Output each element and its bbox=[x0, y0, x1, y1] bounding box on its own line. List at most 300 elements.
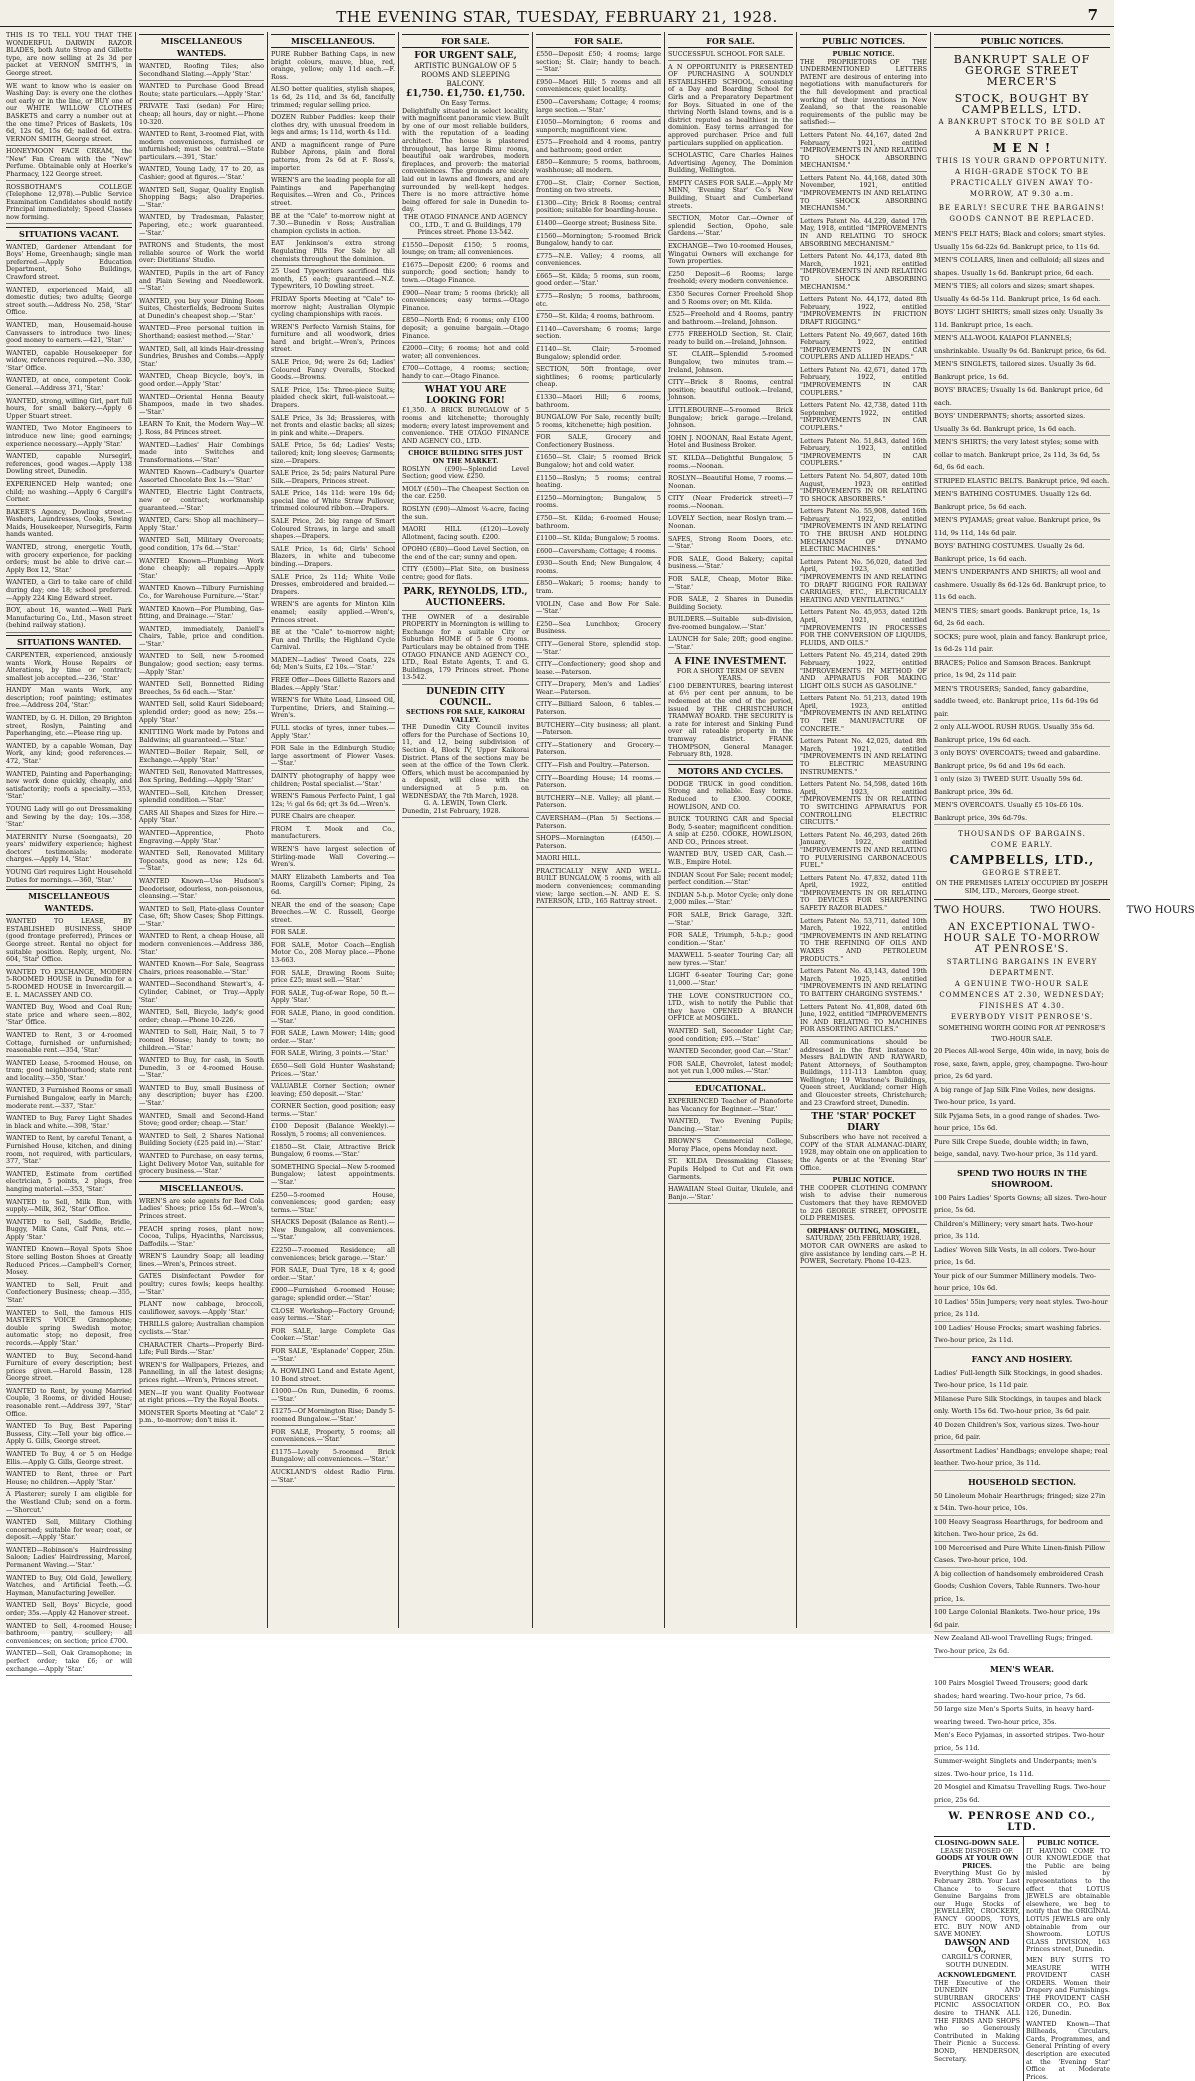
classified-ad: WANTED—Free personal tuition in Shorthand; easiest method.—'Star.' bbox=[139, 325, 264, 343]
classified-ad: £1675—Deposit £200; 6 rooms and sunporch; good section; handy to town.—Otago Finance. bbox=[402, 262, 529, 287]
misc-wanteds-list bbox=[6, 918, 132, 1675]
classified-ad: WANTED—Apprentice, Photo Engraving.—Apply 'Star.' bbox=[139, 830, 264, 848]
classified-ad: WANTED Sell, solid Kauri Sideboard; splendid order; good as new; 25s.—Apply 'Star.' bbox=[139, 701, 264, 726]
classified-ad: A N OPPORTUNITY is PRESENTED OF PURCHASING A SOUNDLY ESTABLISHED SCHOOL, consisting of a Day and Boarding School for Girls and a Preparatory Department for Boys. Situated in one of the thriving North Island towns, and is a district reputed as healthiest in the dominion. Easy terms arranged for approved purchaser. Price and full particulars supplied on application. bbox=[668, 64, 793, 150]
sale-item: 20 Mosgiel and Kimatsu Travelling Rugs. Two-hour price, 25s 6d. bbox=[934, 1781, 1110, 1807]
bargain-item: MEN'S ALL-WOOL KAIAPOI FLANNELS; unshrinkable. Usually 9s 6d. Bankrupt price, 6s 6d. bbox=[934, 332, 1110, 358]
classified-ad: £950—Maori Hill; 5 rooms and all conveniences; quiet locality. bbox=[536, 79, 661, 97]
classified-ad: WANTED to Sell, Fruit and Confectionery Business; cheap.—355, 'Star.' bbox=[6, 1282, 132, 1307]
classified-ad: CITY (Near Frederick street)—7 rooms.—Noonan. bbox=[668, 495, 793, 513]
ad-subheading: LEASE DISPOSED OF. bbox=[940, 1846, 1014, 1855]
bargain-item: BOYS' BRACES; Usually 1s 6d. Bankrupt price, 6d each. bbox=[934, 384, 1110, 410]
bargain-item: BOYS' BATHING COSTUMES. Usually 2s 6d. Bankrupt price, 1s 6d each. bbox=[934, 540, 1110, 566]
sale-item: 10 Ladies' 55in Jumpers; very neat styles. Two-hour price, 2s 11d. bbox=[934, 1296, 1110, 1322]
classified-ad: FOR SALE, Property, 5 rooms; all conveniences.—'Star.' bbox=[271, 1429, 395, 1447]
classified-ad: EXPERIENCED Help wanted; one child; no washing.—Apply 6 Cargill's Corner. bbox=[6, 481, 132, 506]
classified-ad: £1100—St. Kilda; Bungalow; 5 rooms. bbox=[536, 535, 661, 545]
classified-ad: YOUNG Lady will go out Dressmaking and Sewing by the day; 10s.—358, 'Star.' bbox=[6, 806, 132, 831]
patent-item: Letters Patent No. 55,908, dated 16th February, 1922, entitled "IMPROVEMENTS IN AND RELATING TO THE BRUSH AND HOLDING MECHANISM OF DYNAMO ELECTRIC MACHINES." bbox=[800, 508, 927, 556]
classified-ad: £700—Cottage, 4 rooms; section; handy to car.—Otago Finance. bbox=[402, 365, 529, 383]
masthead bbox=[0, 6, 1114, 28]
sale-item: 100 Pairs Ladies' Sports Gowns; all sizes. Two-hour price, 5s 6d. bbox=[934, 1192, 1110, 1218]
section-header: EDUCATIONAL. bbox=[668, 1081, 793, 1095]
classified-ad: BE at the "Cale" to-morrow night; Fun and Thrills; the Highland Cycle Carnival. bbox=[271, 629, 395, 654]
classified-ad: DOZEN Rubber Paddles: keep their clothes dry, with unusual freedom in legs and arms; 1s 11d, worth 4s 11d. bbox=[271, 114, 395, 139]
bargain-item: MEN'S BATHING COSTUMES. Usually 12s 6d. Bankrupt price, 5s 6d each. bbox=[934, 488, 1110, 514]
bargain-item: MEN'S PYJAMAS; great value. Bankrupt price, 9s 11d, 9s 11d, 14s 6d pair. bbox=[934, 514, 1110, 540]
classified-ad: HAWAIIAN Steel Guitar, Ukulele, and Banjo.—'Star.' bbox=[668, 1186, 793, 1204]
be-early-line: BE EARLY! SECURE THE BARGAINS! bbox=[938, 204, 1106, 212]
notice-heading: DUNEDIN CITY COUNCIL. bbox=[426, 686, 505, 708]
classified-ad: WANTED to Rent, three or Part House; no children.—Apply 'Star.' bbox=[6, 1471, 132, 1489]
ad-body: Delightfully situated in select locality, with magnificent panoramic view. Built by one of our most reliable builders, with the reputation of a leading architect. The house is plastered throughout, has large Rimu rooms, beautiful oak wardrobes, modern fireplaces, and proverb: the material conveniences. The grounds are nicely laid out in lawns and flowers, and are surrounded by well-kept hedges. There is no more attractive home being offered for sale in Dunedin to-day. bbox=[402, 106, 529, 214]
patent-item: Letters Patent No. 44,168, dated 30th November, 1921, entitled "IMPROVEMENTS IN AND RELATING TO SHOCK ABSORBING MECHANISM." bbox=[800, 175, 927, 216]
classified-ad: BE at the "Cale" to-morrow night at 7.30.—Bunedin v Ross; Australian champion cyclists in action. bbox=[271, 213, 395, 238]
classified-ad: FROM T. Mook and Co., manufacturers. bbox=[271, 826, 395, 844]
section-header: MISCELLANEOUS WANTEDS. bbox=[6, 889, 132, 915]
patents-intro: THE PROPRIETORS OF THE UNDERMENTIONED LETTERS PATENT are desirous of entering into negotiations with manufacturers for the full development and practical working of their inventions in New Zealand, so that the reasonable requirements of the public may be satisfied:— bbox=[800, 59, 927, 130]
classified-ad: £700—St. Clair; Corner Section, fronting on two streets. bbox=[536, 180, 661, 198]
section-header: FOR SALE. bbox=[402, 34, 529, 48]
classified-ad: £775—N.E. Valley; 4 rooms, all conveniences. bbox=[536, 253, 661, 271]
situations-vacant-list bbox=[6, 244, 132, 633]
sale-item: 100 Mercerised and Pure White Linen-finish Pillow Cases. Two-hour price, 10d. bbox=[934, 1542, 1110, 1568]
fancy-heading: FANCY AND HOSIERY. bbox=[971, 1353, 1073, 1364]
bargain-item: BOYS' LIGHT SHIRTS; small sizes only. Usually 3s 11d. Bankrupt price, 1s each. bbox=[934, 306, 1110, 332]
classified-ad: WANTED Known—For Sale, Seagrass Chairs, prices reasonable.—'Star.' bbox=[139, 961, 264, 979]
classified-ad: ST. KILDA—Delightful Bungalow, 5 rooms.—Noonan. bbox=[668, 455, 793, 473]
sale-item: 40 Dozen Children's Sox, various sizes. Two-hour price, 6d pair. bbox=[934, 1419, 1110, 1445]
classified-ad: MAXWELL 5-seater Touring Car; all new tyres.—'Star.' bbox=[668, 952, 793, 970]
classified-ad: £900—Furnished 6-roomed House; garage; splendid order.—'Star.' bbox=[271, 1287, 395, 1305]
classified-ad: LITTLEBOURNE—5-roomed Brick Bungalow; brick garage.—Ireland, Johnson. bbox=[668, 407, 793, 432]
classified-ad: FOR SALE, Dual Tyre, 18 x 4; good order.—'Star.' bbox=[271, 1267, 395, 1285]
sale-item: Summer-weight Singlets and Underpants; men's sizes. Two-hour price, 1s 11d. bbox=[934, 1755, 1110, 1781]
sale-item: 100 Large Colonial Blankets. Two-hour price, 19s 6d pair. bbox=[934, 1606, 1110, 1632]
notice-heading: PUBLIC NOTICE. bbox=[832, 1176, 895, 1185]
sale-item: Milanese Pure Silk Stockings, in taupes and black only. Worth 15s 6d. Two-hour price, 3s 6d pair. bbox=[934, 1393, 1110, 1419]
classified-ad: FRIDAY Sports Meeting at "Cale" to-morrow night; Australian Olympic cycling championships with races. bbox=[271, 296, 395, 321]
patent-item: Letters Patent No. 56,020, dated 3rd April, 1923, entitled "IMPROVEMENTS IN AND RELATING TO DRAFT RIGGING FOR RAILWAY CARRIAGES, ETC., ELECTRICALLY HEATING AND VENTILATING." bbox=[800, 559, 927, 607]
classified-ad: CITY—Billiard Saloon, 6 tables.—Paterson. bbox=[536, 701, 661, 719]
column-divider bbox=[267, 32, 268, 1628]
motors-list bbox=[668, 781, 793, 1079]
classified-ad: £775—Roslyn; 5 rooms, bathroom, etc. bbox=[536, 293, 661, 311]
classified-ad: WANTED to Sell, Saddle, Bridle, Buggy, Milk Cans, Calf Pens, etc.—Apply 'Star.' bbox=[6, 1219, 132, 1244]
section-header: MISCELLANEOUS. bbox=[139, 1181, 264, 1195]
classified-ad: £1140—Caversham; 6 rooms; large section. bbox=[536, 326, 661, 344]
classified-ad: SALE Price, 2d: big range of Smart Coloured Straws, in large and small shapes.—Drapers. bbox=[271, 518, 395, 543]
patents-outro: All communications should be addressed in the first instance to Messrs BALDWIN AND RAYWARD, Patent Attorneys, of Southampton Buildings, 111-113 Lambton quay, Wellington; 19 Winstone's Buildings, Queen street, Auckland; corner High and Gloucester streets, Christchurch; and 23 Crawford street, Dunedin. bbox=[800, 1039, 927, 1110]
classified-ad: £1400—George street; Business Site. bbox=[536, 220, 661, 230]
classified-ad: A. HOWLING Land and Estate Agent, 10 Bond street. bbox=[271, 1368, 395, 1386]
classified-ad: WANTED to Rent, by young Married Couple, 3 Rooms, or divided House; reasonable rent.—Address 397, 'Star' Office. bbox=[6, 1388, 132, 1421]
classified-ad: WREN'S for Wallpapers, Friezes, and Pannelling, in all the latest designs; prices right.—Wren's, Princes street. bbox=[139, 1362, 264, 1387]
men-heading: M E N ! bbox=[992, 141, 1052, 155]
classified-ad: WANTED to Purchase, on easy terms, Light Delivery Motor Van, suitable for grocery business.—'Star.' bbox=[139, 1153, 264, 1178]
notice-body: THE COOPER CLOTHING COMPANY wish to advise their numerous Customers that they have REMOVED to 226 GEORGE STREET, OPPOSITE OLD PREMISES. bbox=[800, 1183, 927, 1223]
classified-ad: BROWN'S Commercial College, Moray Place, opens Monday next. bbox=[668, 1138, 793, 1156]
classified-ad: WANTED to Sell, 4-roomed House; bathroom, pantry, scullery; all conveniences; on section; price £700. bbox=[6, 1623, 132, 1648]
sale-item: 100 Pairs Mosgiel Tweed Trousers; good dark shades; hard wearing. Two-hour price, 7s 6d. bbox=[934, 1677, 1110, 1703]
classified-ad: SOMETHING Special—New 5-roomed Bungalow; latest appointments.—'Star.' bbox=[271, 1164, 395, 1189]
sale-item: 100 Heavy Seagrass Hearthrugs, for bedroom and kitchen. Two-hour price, 2s 6d. bbox=[934, 1516, 1110, 1542]
classified-ad: SCHOLASTIC, Care Charles Haines Advertising Agency, The Dominion Building, Wellington. bbox=[668, 152, 793, 177]
classified-ad: WANTED Sell, Bonnetted Riding Breeches, 5s 6d each.—'Star.' bbox=[139, 681, 264, 699]
bargain-item: MEN'S TIES; smart goods. Bankrupt price, 1s, 1s 6d, 2s 6d each. bbox=[934, 605, 1110, 631]
classified-ad: WREN'S Laundry Soap; all leading lines.—Wren's, Princes street. bbox=[139, 1253, 264, 1271]
classified-ad: THE LOVE CONSTRUCTION CO., LTD., wish to notify the Public that they have OPENED A BRANCH OFFICE at MOSGIEL. bbox=[668, 993, 793, 1026]
classified-ad: ALSO better qualities, stylish shapes, 1s 6d, 2s 11d, and 3s 6d, fancifully trimmed; regular selling price. bbox=[271, 86, 395, 111]
classified-ad: AND a magnificent range of Pure Rubber Aprons, plain and floral patterns, from 2s 6d at F. Ross's, importer. bbox=[271, 142, 395, 175]
classified-ad: WANTED TO LEASE, BY ESTABLISHED BUSINESS, SHOP (good frontage preferred), Princes or George street. Rental no object for suitable position. Reply, urgent, No. 604, 'Star' Office. bbox=[6, 918, 132, 966]
classified-ad: WANTED Known—Royal Spots Shoe Store selling Boston Shoes at Greatly Reduced Prices.—Campbell's Corner, Mosey. bbox=[6, 1246, 132, 1279]
column-divider bbox=[398, 32, 399, 1628]
miscellaneous-list bbox=[271, 51, 395, 939]
sale-item: Men's Eeco Pyjamas, in assorted stripes. Two-hour price, 5s 11d. bbox=[934, 1729, 1110, 1755]
classified-ad: £1000—On Run, Dunedin, 6 rooms.—'Star.' bbox=[271, 1388, 395, 1406]
mens-wear-items bbox=[934, 1677, 1110, 1807]
sale-item: Silk Pyjama Sets, in a good range of shades. Two-hour price, 15s 6d. bbox=[934, 1110, 1110, 1136]
classified-ad: FOR SALE, Good Bakery; capital business.—'Star.' bbox=[668, 556, 793, 574]
classified-ad: £1330—Maori Hill; 6 rooms, bathroom. bbox=[536, 394, 661, 412]
classified-ad: WANTED Sell, Renovated Military Topcoats, good as new; 12s 6d.—'Star.' bbox=[139, 850, 264, 875]
classified-ad: WREN'S are sole agents for Red Cola Ladies' Shoes; price 15s 6d.—Wren's, Princes street. bbox=[139, 1198, 264, 1223]
classified-ad: £1050—Mornington; 6 rooms and sunporch; magnificent view. bbox=[536, 119, 661, 137]
ad-subheading: FOR A SHORT TERM OF SEVEN YEARS. bbox=[676, 666, 785, 683]
patent-item: Letters Patent No. 54,598, dated 16th April, 1923, entitled "IMPROVEMENTS IN OR RELATING TO SWITCHING APPARATUS FOR CONTROLLING ELECTRIC CIRCUITS." bbox=[800, 781, 927, 829]
classified-ad: £250—5-roomed House, conveniences; good garden; easy terms.—'Star.' bbox=[271, 1192, 395, 1217]
classified-ad: £1650—St. Clair; 5 roomed Brick Bungalow; hot and cold water. bbox=[536, 454, 661, 472]
classified-ad: £930—South End; New Bungalow, 4 rooms. bbox=[536, 560, 661, 578]
classified-ad: WANTED to Buy, Farey Light Shades in black and white.—398, 'Star.' bbox=[6, 1115, 132, 1133]
classified-ad: £525—Freehold and 4 Rooms, pantry and bathroom.—Ireland, Johnson. bbox=[668, 311, 793, 329]
classified-ad: £900—Near tram; 5 rooms (brick); all conveniences; easy terms.—Otago Finance. bbox=[402, 290, 529, 315]
classified-ad: WANTED to Sell, the famous HIS MASTER'S VOICE Gramophone; double spring Swedish motor, automatic stop; no deposit, free records.—Apply 'Star.' bbox=[6, 1310, 132, 1351]
classified-ad: £1550—Deposit £150; 5 rooms, lounge; on tram; all conveniences. bbox=[402, 242, 529, 260]
household-items bbox=[934, 1490, 1110, 1659]
patents-list bbox=[800, 132, 927, 1037]
classified-ad: WANTED—Sell, Kitchen Dresser, splendid condition.—'Star.' bbox=[139, 790, 264, 808]
classified-ad: WANTED, Sell, Bicycle, lady's; good order; cheap.—Phone 10-226. bbox=[139, 1009, 264, 1027]
situations-wanted-list bbox=[6, 652, 132, 887]
classified-ad: FOR SALE, Grocery and Confectionery Business. bbox=[536, 434, 661, 452]
classified-ad: NEAR the end of the season; Cape Breeches.—W. C. Russell, George street. bbox=[271, 902, 395, 927]
classified-ad: £100 Deposit (Balance Weekly).—Rosslyn, 5 rooms; all conveniences. bbox=[271, 1123, 395, 1141]
classified-ad: HANDY Man wants Work, any description; roof painting; estimates free.—Address 204, 'Star.' bbox=[6, 687, 132, 712]
ack-heading: ACKNOWLEDGMENT. bbox=[937, 1971, 1017, 1980]
classified-ad: £750—St. Kilda; 4 rooms, bathroom. bbox=[536, 313, 661, 323]
site-item: CITY (£500)—Flat Site, on business centre; good for flats. bbox=[402, 566, 529, 584]
ad-title-2: STOCK, BOUGHT BY CAMPBELLS, LTD. bbox=[954, 92, 1090, 116]
bottom-ads bbox=[934, 1836, 1110, 2081]
genuine-line: A GENUINE TWO-HOUR SALE bbox=[954, 980, 1090, 988]
classified-ad: WANTED to Rent, 3 or 4-roomed Cottage, furnished or unfurnished; reasonable rent.—354, 'Star.' bbox=[6, 1032, 132, 1057]
classified-ad: WANTED TO EXCHANGE, MODERN 5-ROOMED HOUSE in Dunedin for a 5-ROOMED HOUSE in Invercargill.—E. L. MACASSEY AND CO. bbox=[6, 969, 132, 1002]
classified-ad: WANTED to Buy, small Business of any description; buyer has £200.—'Star.' bbox=[139, 1085, 264, 1110]
classified-ad: WANTED to Buy, Old Gold, Jewellery, Watches, and Artificial Teeth.—G. Hayman, Manufacturing Jeweller. bbox=[6, 1575, 132, 1600]
classified-ad: PATRONS and Students, the most reliable source of Work the world over: Dietitians' Studio. bbox=[139, 242, 264, 267]
classified-ad: WANTED to Sell, Hair, Nail, 5 to 7 roomed House; handy to town; no children.—'Star.' bbox=[139, 1029, 264, 1054]
classified-ad: WANTED To Buy, Best Papering Bussess, City.—Tell your big office.—Apply G. Gills, George street. bbox=[6, 1423, 132, 1448]
classified-ad: SALE Price, 1s 6d; Girls' School Blazers, in white and tubecome binding.—Drapers. bbox=[271, 546, 395, 571]
classified-ad: WANTED to Sell, Milk Run, with supply.—Milk, 362, 'Star' Office. bbox=[6, 1199, 132, 1217]
educational-list bbox=[668, 1098, 793, 1204]
classified-ad: CHARACTER Charts—Properly Bird-Life; Full Birds.—'Star.' bbox=[139, 1342, 264, 1360]
classified-ad: MATERNITY Nurse (Soengaats), 20 years' midwifery experience; highest doctors' testimonials; moderate charges.—Apply 14, 'Star.' bbox=[6, 834, 132, 867]
classified-ad: FOR SALE, Chevrolet, latest model; not yet run 1,000 miles.—'Star.' bbox=[668, 1061, 793, 1079]
masthead-rule bbox=[0, 26, 1114, 27]
classified-ad: INDIAN Scout For Sale; recent model; perfect condition.—'Star.' bbox=[668, 872, 793, 890]
ad-title: BANKRUPT SALE OF GEORGE STREET MERCER'S bbox=[953, 53, 1091, 88]
household-heading: HOUSEHOLD SECTION. bbox=[968, 1476, 1076, 1487]
classified-ad: WANTED Known—For Plumbing, Gas-fitting, and Drainage.—'Star.' bbox=[139, 606, 264, 624]
classified-ad: CITY—General Store, splendid stop.—'Star.' bbox=[536, 641, 661, 659]
classified-ad: WANTED to Sell, Plate-glass Counter Case, 6ft; Show Cases; Shop Fittings.—'Star.' bbox=[139, 906, 264, 931]
classified-ad: ROSSBOTHAM'S COLLEGE (Telephone 12,978).—Public Service Examination Candidates should notify Principal immediately; Speed Classes now forming. bbox=[6, 184, 132, 225]
classified-ad: WANTED To Buy, 4 or 5 on Hedge Ellis.—Apply G. Gills, George street. bbox=[6, 1451, 132, 1469]
classified-ad: WANTED, capable Nursegirl, references, good wages.—Apply 138 Dowling street, Dunedin. bbox=[6, 453, 132, 478]
classified-ad: BUICK TOURING CAR and Special Body, 5-seater; magnificent condition. A snip at £250. COOKE, HOWLISON, AND CO., Princes street. bbox=[668, 816, 793, 849]
ad-heading: CLOSING-DOWN SALE. bbox=[934, 1839, 1020, 1847]
right-notices bbox=[1023, 1837, 1110, 2081]
classified-ad: £1560—Mornington; 5-roomed Brick Bungalow, handy to car. bbox=[536, 233, 661, 251]
classified-ad: SHACKS Deposit (Balance as Rent).—New Bungalow, all conveniences.—'Star.' bbox=[271, 1219, 395, 1244]
bargain-item: MEN'S SINGLETS, tailored sizes. Usually 3s 6d. Bankrupt price, 1s 6d. bbox=[934, 358, 1110, 384]
classified-ad: WANTED, capable Housekeeper for widow, references required.—No. 330, 'Star' Office. bbox=[6, 350, 132, 375]
classified-ad: DODGE TRUCK in good condition. Strong and reliable. Easy terms. Reduced to £300. COOKE, HOWLISON, AND CO. bbox=[668, 781, 793, 814]
section-header: PUBLIC NOTICES. bbox=[800, 34, 927, 48]
classified-ad: LOVELY Section, near Roslyn tram.—Noonan. bbox=[668, 515, 793, 533]
notice-body: THE Dunedin City Council invites offers for the Purchase of Sections 10, 11, and 12, being subdivision of Section 4, Block IV, Upper Kaikorai District. Plans of the sections may be seen at the office of the Town Clerk. Offers, which must be accompanied by a deposit, will close with the undersigned at 5 p.m. on WEDNESDAY, the 7th March, 1928. bbox=[402, 723, 529, 800]
classified-ad: WANTED, Electric Light Contracts, new or contract; workmanship guaranteed.—'Star.' bbox=[139, 489, 264, 514]
ad-heading: WHAT YOU ARE LOOKING FOR! bbox=[424, 385, 507, 407]
sale-item: Children's Millinery; very smart hats. Two-hour price, 3s 11d. bbox=[934, 1218, 1110, 1244]
goods-line: GOODS AT YOUR OWN PRICES. bbox=[935, 1854, 1019, 1870]
classified-ad: WANTED, Sell, all kinds Hair-dressing Sundries, Brushes and Combs.—Apply 'Star.' bbox=[139, 346, 264, 371]
classified-ad: FOR SALE, large Complete Gas Cooker.—'Star.' bbox=[271, 1328, 395, 1346]
patent-item: Letters Patent No. 45,953, dated 12th April, 1921, entitled "IMPROVEMENTS IN PROCESSES FOR THE CONVERSION OF LIQUIDS, FLUIDS, AND OILS." bbox=[800, 609, 927, 650]
classified-ad: KNITTING Work made by Patons and Baldwins; all guaranteed.—'Star.' bbox=[139, 729, 264, 747]
dawson-address: CARGILL'S CORNER, SOUTH DUNEDIN. bbox=[941, 1952, 1013, 1969]
building-sites-ad bbox=[402, 450, 529, 611]
for-sale-list bbox=[668, 51, 793, 654]
classified-ad: THRILLS galore; Australian champion cyclists.—'Star.' bbox=[139, 1321, 264, 1339]
thousands-line: THOUSANDS OF BARGAINS. bbox=[958, 830, 1086, 838]
classified-ad: MARY Elizabeth Lamberts and Tea Rooms, Cargill's Corner; Piping, 2s 6d. bbox=[271, 874, 395, 899]
classified-ad: WANTED, at once, competent Cook-General.—Address 371, 'Star.' bbox=[6, 377, 132, 395]
sale-item: Ladies' Woven Silk Vests, in all colors. Two-hour price, 1s 6d. bbox=[934, 1244, 1110, 1270]
classified-ad: WANTED Lease, 5-roomed House, on tram; good neighbourhood; state rent and locality.—350, 'Star.' bbox=[6, 1060, 132, 1085]
classified-ad: £1250—Mornington; Bungalow, 5 rooms. bbox=[536, 495, 661, 513]
sale-item: New Zealand All-wool Travelling Rugs; fringed. Two-hour price, 2s 6d. bbox=[934, 1632, 1110, 1658]
agent-name: PARK, REYNOLDS, LTD., AUCTIONEERS. bbox=[403, 586, 528, 608]
classified-ad: HONEYMOON FACE CREAM, the "New" Fan Cream with the "New" Perfume. Obtainable only at Hoerke's Pharmacy, 122 George street. bbox=[6, 148, 132, 181]
classified-ad: MADEN—Ladies' Tweed Coats, 22s 6d; Men's Suits, £2 10s.—'Star.' bbox=[271, 657, 395, 675]
bargain-item: MEN'S TROUSERS; Sanded, fancy gabardine, saddle tweed, etc. Bankrupt price, 11s 6d-19s 6d pair. bbox=[934, 683, 1110, 722]
classified-ad: WANTED, Gardener Attendant for Boys' Home, Greenhaugh; single man preferred.—Apply Education Department, Soho Buildings, Crawford street. bbox=[6, 244, 132, 285]
classified-ad: SECTION, Motor Car.—Owner of splendid Section, Opoho, sale Gardens.—'Star.' bbox=[668, 215, 793, 240]
classified-ad: £350 Secures Corner Freehold Shop and 5 Rooms over; on Mt. Kilda. bbox=[668, 291, 793, 309]
classified-ad: £250 Deposit—6 Rooms; large freehold; every modern convenience. bbox=[668, 271, 793, 289]
penrose-sale-ad bbox=[934, 899, 1195, 1833]
classified-ad: WANTED Sell, Military Overcoats; good condition, 17s 6d.—'Star.' bbox=[139, 537, 264, 555]
section-header: MOTORS AND CYCLES. bbox=[668, 764, 793, 778]
classified-ad: PLANT now cabbage, broccoli, cauliflower, savoys.—Apply 'Star.' bbox=[139, 1301, 264, 1319]
classified-ad: EMPTY CASES FOR SALE.—Apply Mr MINN, 'Evening Star' Co.'s New Building, Stuart and Cumberland streets. bbox=[668, 180, 793, 213]
classified-ad: £500—Caversham; Cottage; 4 rooms; large section.—'Star.' bbox=[536, 99, 661, 117]
classified-ad: WANTED, by a capable Woman, Day Work, any kind; good references.—472, 'Star.' bbox=[6, 743, 132, 768]
classified-ad: WANTED to Rent, 3-roomed Flat, with modern conveniences, furnished or unfurnished; must be central.—State particulars.—391, 'Star.' bbox=[139, 131, 264, 164]
ad-agent: THE OTAGO FINANCE AND AGENCY CO., LTD., T. and G. Buildings, 179 Princes street. Phone 13-542. bbox=[403, 212, 528, 237]
classified-ad: WANTED Known—Cadbury's Quarter Assorted Chocolate Box 1s.—'Star.' bbox=[139, 469, 264, 487]
site-item: ROSLYN (£90)—Almost ¼-acre, facing the sun. bbox=[402, 506, 529, 524]
ad-subheading: ARTISTIC BUNGALOW OF 5 ROOMS AND SLEEPING BALCONY. bbox=[414, 62, 517, 88]
classified-ad: EXPERIENCED Teacher of Pianoforte has Vacancy for Beginner.—'Star.' bbox=[668, 1098, 793, 1116]
bargain-item: MEN'S COLLARS, linen and celluloid; all sizes and shapes. Usually 1s 6d. Bankrupt price, 6d each. bbox=[934, 254, 1110, 280]
ad-body: £100 DEBENTURES, bearing interest at 6½ per cent per annum, to be redeemed at the end of the period, issued by THE CHRISTCHURCH TRAMWAY BOARD. THE SECURITY is a rate for interest and Sinking Fund over all rateable property in the tramway district. FRANK THOMPSON, General Manager. February 8th, 1928. bbox=[668, 681, 793, 759]
classified-ad: £650—Sell Gold Hunter Washstand; Prices.—'Star.' bbox=[271, 1063, 395, 1081]
classified-ad: SALE Price, 2s 11d; White Voile Dresses, embroidered and braided.—Drapers. bbox=[271, 574, 395, 599]
bargain-list bbox=[934, 228, 1110, 825]
classified-ad: DAINTY photography of happy wee children; Postal specialist.—'Star.' bbox=[271, 773, 395, 791]
not-replaced-line: GOODS CANNOT BE REPLACED. bbox=[949, 215, 1095, 223]
classified-ad: CITY—Fish and Poultry.—Paterson. bbox=[536, 762, 661, 772]
classified-ad: MONSTER Sports Meeting at "Cale" 2 p.m., to-morrow; don't miss it. bbox=[139, 1410, 264, 1428]
classified-ad: FOR SALE, Piano, in good condition.—'Star.' bbox=[271, 1010, 395, 1028]
classified-ad: ROSLYN—Beautiful Home, 7 rooms.—Noonan. bbox=[668, 475, 793, 493]
miscellaneous-list bbox=[139, 1198, 264, 1428]
come-early-line: COME EARLY. bbox=[990, 841, 1054, 849]
owner-exchange-ad: THE OWNER of a desirable PROPERTY in Mornington is willing to Exchange for a suitable City or Suburban HOME of 5 or 6 rooms. Particulars may be obtained from THE OTAGO FINANCE AND AGENCY CO., LTD., Real Estate Agents, T. and G. Buildings, 179 Princes street. Phone 13-542. bbox=[402, 614, 529, 685]
sale-item: 100 Ladies' House Frocks; smart washing fabrics. Two-hour price, 2s 11d. bbox=[934, 1322, 1110, 1348]
classified-ad: WANTED, Cheap Bicycle, boy's, in good order.—Apply 'Star.' bbox=[139, 373, 264, 391]
column-divider bbox=[930, 32, 931, 1628]
column-divider bbox=[664, 32, 665, 1628]
classified-ad: £575—Freehold and 4 rooms, pantry and bathroom; good order. bbox=[536, 139, 661, 157]
classified-ad: WANTED, Small and Second-Hand Stove; good order; cheap.—'Star.' bbox=[139, 1113, 264, 1131]
urgent-sale-ad bbox=[402, 51, 529, 239]
sale-item: Assortment Ladies' Handbags; envelope shape; real leather. Two-hour price, 3s 11d. bbox=[934, 1445, 1110, 1471]
classified-ad: WANTED, Painting and Paperhanging; new work done quickly, cheaply, and satisfactorily; roofs a specialty.—353, 'Star.' bbox=[6, 771, 132, 804]
patent-item: Letters Patent No. 44,173, dated 8th March, 1921, entitled "IMPROVEMENTS IN AND RELATING TO SHOCK ABSORBING MECHANISM." bbox=[800, 253, 927, 294]
pocket-diary-ad bbox=[800, 1112, 927, 1175]
bargain-item: MEN'S UNDERPANTS AND SHIRTS; all wool and cashmere. Usually 8s 6d-12s 6d. Bankrupt price, to 11s 6d each. bbox=[934, 566, 1110, 605]
classified-ad: PEACH spring roses, plant now; Cocoa, Tulips, Hyacinths, Narcissus, Daffodils.—'Star.' bbox=[139, 1226, 264, 1251]
classified-ad: SALE Price, 3s 3d; Brassieres, with net fronts and elastic backs; all sizes; in pink and white.—Drapers. bbox=[271, 415, 395, 440]
classified-ad: £850—Kenmure; 5 rooms, bathroom, washhouse; all modern. bbox=[536, 159, 661, 177]
classified-ad: £850—North End; 6 rooms; only £100 deposit; a genuine bargain.—Otago Finance. bbox=[402, 317, 529, 342]
sale-item: Pure Silk Crepe Suede, double width; in fawn, beige, sandal, navy. Two-hour price, 3s 11d yard. bbox=[934, 1136, 1110, 1162]
patent-item: Letters Patent No. 49,667, dated 16th February, 1922, entitled "IMPROVEMENTS IN CAR COUPLERS AND ALLIED HEADS." bbox=[800, 332, 927, 365]
classified-ad: BUTCHERY—N.E. Valley; all plant.—Paterson. bbox=[536, 795, 661, 813]
classified-ad: WANTED, 3 Furnished Rooms or small Furnished Bungalow, early in March; moderate rent.—337, 'Star.' bbox=[6, 1087, 132, 1112]
sale-item: 50 large size Men's Sports Suits, in heavy hard-wearing tweed. Two-hour price, 35s. bbox=[934, 1703, 1110, 1729]
everybody-line: EVERYBODY VISIT PENROSE'S. bbox=[950, 1013, 1094, 1021]
misc-wanteds-list bbox=[139, 63, 264, 1178]
classified-ad: £600—Caversham; Cottage; 4 rooms. bbox=[536, 548, 661, 558]
classified-ad: FOR SALE, Tug-of-war Rope, 50 ft.—Apply 'Star.' bbox=[271, 990, 395, 1008]
campbells-premises: ON THE PREMISES LATELY OCCUPIED BY JOSEPH SIM, LTD., Mercers, George street. bbox=[936, 879, 1108, 895]
classified-ad: WANTED—Boiler Repair, Sell, or Exchange.—Apply 'Star.' bbox=[139, 749, 264, 767]
classified-ad: WREN'S for White Lead, Linseed Oil, Turpentine, Driers, and Staining.—Wren's. bbox=[271, 697, 395, 722]
notice-date: SATURDAY, 25th FEBRUARY, 1928. bbox=[805, 1234, 922, 1243]
classified-ad: FOR SALE, Brick Garage, 32ft.—'Star.' bbox=[668, 912, 793, 930]
section-header: MISCELLANEOUS WANTEDS. bbox=[139, 34, 264, 60]
classified-ad: AUCKLAND'S oldest Radio Firm.—'Star.' bbox=[271, 1469, 395, 1487]
column-divider bbox=[796, 32, 797, 1628]
classified-ad: CARS All Shapes and Sizes for Hire.—Apply 'Star.' bbox=[139, 810, 264, 828]
column-4 bbox=[402, 32, 529, 1628]
classified-ad: PURE Chairs are cheaper. bbox=[271, 813, 395, 823]
notice-body: IT HAVING COME TO OUR KNOWLEDGE that the Public are being misled by representations to the effect that LOTUS JEWELS are obtainable elsewhere, we beg to notify that the ORIGINAL LOTUS JEWELS are only obtainable from our Showroom. LOTUS GLASS DIVISION, 163 Princes street, Dunedin. bbox=[1026, 1846, 1110, 1954]
bargain-item: 3 only BOYS' OVERCOATS; tweed and gabardine. Bankrupt price, 9s 6d and 19s 6d each. bbox=[934, 747, 1110, 773]
classified-ad: WANTED to Buy, Second-hand Furniture of every description; best prices given.—Harold Bassin, 128 George street. bbox=[6, 1353, 132, 1386]
section-header: FOR SALE. bbox=[668, 34, 793, 48]
patent-item: Letters Patent No. 54,807, dated 10th August, 1923, entitled "IMPROVEMENTS IN OR RELATING TO SHOCK ABSORBERS." bbox=[800, 473, 927, 506]
council-notice bbox=[402, 687, 529, 818]
patent-item: Letters Patent No. 43,143, dated 19th March, 1925, entitled "IMPROVEMENTS IN AND RELATING TO BATTERY CHARGING SYSTEMS." bbox=[800, 968, 927, 1001]
classified-ad: SALE Price, 2s 5d; pairs Natural Pure Silk.—Drapers, Princes street. bbox=[271, 470, 395, 488]
classified-ad: JOHN J. NOONAN, Real Estate Agent, Hotel and Business Broker. bbox=[668, 435, 793, 453]
classified-ad: WANTED, a Girl to take care of child during day; one 18; school preferred.—Apply 224 King Edward street. bbox=[6, 579, 132, 604]
section-header: SITUATIONS WANTED. bbox=[6, 635, 132, 649]
column-1 bbox=[6, 31, 132, 1673]
classified-ad: CITY—Boarding House; 14 rooms.—Paterson. bbox=[536, 775, 661, 793]
bargain-item: 1 only (size 3) TWEED SUIT. Usually 59s 6d. Bankrupt price, 39s 6d. bbox=[934, 773, 1110, 799]
column-3 bbox=[271, 32, 395, 1628]
classified-ad: WANTED Sell, Seconder Light Car; good condition; £95.—'Star.' bbox=[668, 1028, 793, 1046]
classified-ad: WANTED, by G. H. Dillon, 29 Brighton street, Roslyn, Painting and Paperhanging, etc.—Please ring up. bbox=[6, 715, 132, 740]
classified-ad: ST. KILDA Dressmaking Classes; Pupils Helped to Cut and Fit own Garments. bbox=[668, 1158, 793, 1183]
classified-ad: £2000—City; 6 rooms; hot and cold water; all conveniences. bbox=[402, 345, 529, 363]
classified-ad: FOR SALE, Wiring, 3 points.—'Star.' bbox=[271, 1050, 395, 1060]
ad-heading: A FINE INVESTMENT. bbox=[674, 656, 787, 667]
fancy-items bbox=[934, 1367, 1110, 1471]
patent-item: Letters Patent No. 46,293, dated 26th January, 1922, entitled "IMPROVEMENTS IN AND RELATING TO PULVERISING CARBONACEOUS FUEL." bbox=[800, 832, 927, 873]
worth-line: SOMETHING WORTH GOING FOR AT PENROSE'S TWO-HOUR SALE. bbox=[938, 1024, 1106, 1043]
classified-ad: WANTED, Pupils in the art of Fancy and Plain Sewing and Needlework.—'Star.' bbox=[139, 270, 264, 295]
opportunity-line: THIS IS YOUR GRAND OPPORTUNITY. bbox=[936, 157, 1108, 165]
cta-ad bbox=[402, 385, 529, 448]
sale-item: A big range of Jap Silk Fine Voiles, new designs. Two-hour price, 1s yard. bbox=[934, 1084, 1110, 1110]
ad-prices: £1,750. £1,750. £1,750. bbox=[406, 89, 525, 99]
classified-ad: WANTED, Young Lady, 17 to 20, as Cashier; good at figures.—'Star.' bbox=[139, 166, 264, 184]
ad-subtitle: A BANKRUPT STOCK TO BE SOLD AT A BANKRUPT PRICE. bbox=[938, 118, 1106, 137]
classified-ad: SUCCESSFUL SCHOOL FOR SALE. bbox=[668, 51, 793, 61]
classified-ad: £775 FREEHOLD Section, St. Clair, ready to build on.—Ireland, Johnson. bbox=[668, 331, 793, 349]
classified-ad: CITY—Confectionery; good shop and lease.—Paterson. bbox=[536, 661, 661, 679]
site-item: ROSLYN (£90)—Splendid Level Section; good view. £250. bbox=[402, 466, 529, 484]
classified-ad: SALE Price, 15s: Three-piece Suits; plaided check skirt, full-waistcoat.—Drapers. bbox=[271, 387, 395, 412]
classified-ad: £1850—St. Clair, Attractive Brick Bungalow, 6 rooms.—'Star.' bbox=[271, 1144, 395, 1162]
notice-date: Dunedin, 21st February, 1928. bbox=[402, 806, 501, 815]
section-header: FOR SALE. bbox=[536, 34, 661, 48]
column-8 bbox=[934, 32, 1195, 2081]
sale-item: 20 Pieces All-wool Serge, 40in wide, in navy, bois de rose, saxe, fawn, apple, grey, champagne. Two-hour price, 2s 6d yard. bbox=[934, 1045, 1110, 1084]
ad-body: Everything Must Go by February 28th. Your Last Chance to Secure Genuine Bargains from our Huge Stocks of JEWELLERY, CROCKERY, FANCY GOODS, TOYS, ETC. BUY NOW AND SAVE MONEY. bbox=[934, 1869, 1020, 1939]
classified-ad: WREN'S Perfecto Varnish Stains, for furniture and all woodwork, dries hard and bright.—Wren's, Princes street. bbox=[271, 324, 395, 357]
classified-ad: WANTED—Robinson's Hairdressing Saloon; Ladies' Hairdressing, Marcel, Permanent Waving.—'Star.' bbox=[6, 1547, 132, 1572]
site-item: OPOHO (£80)—Good Level Section, on the end of the car; sunny and open. bbox=[402, 546, 529, 564]
campbells-address: GEORGE STREET. bbox=[982, 869, 1062, 877]
classified-ad: SALE Price, 9d; were 2s 6d; Ladies' Coloured Fancy Overalls, Stocked Goods.—Browns. bbox=[271, 359, 395, 384]
bargain-item: MEN'S SHIRTS; the very latest styles; some with collar to match. Bankrupt price, 2s 11d, 3s 6d, 5s 6d, 6s 6d each. bbox=[934, 436, 1110, 475]
section-header: PUBLIC NOTICES. bbox=[934, 34, 1110, 48]
classified-ad: FOR SALE, Motor Coach—English Motor Co., 208 Moray place.—Phone 13-663. bbox=[271, 942, 395, 967]
patent-item: Letters Patent No. 44,229, dated 17th May, 1918, entitled "IMPROVEMENTS IN AND RELATING TO SHOCK ABSORBING MECHANISM." bbox=[800, 218, 927, 251]
classified-ad: WANTED, by Tradesman, Palaster, Papering, etc.; work guaranteed.—'Star.' bbox=[139, 214, 264, 239]
